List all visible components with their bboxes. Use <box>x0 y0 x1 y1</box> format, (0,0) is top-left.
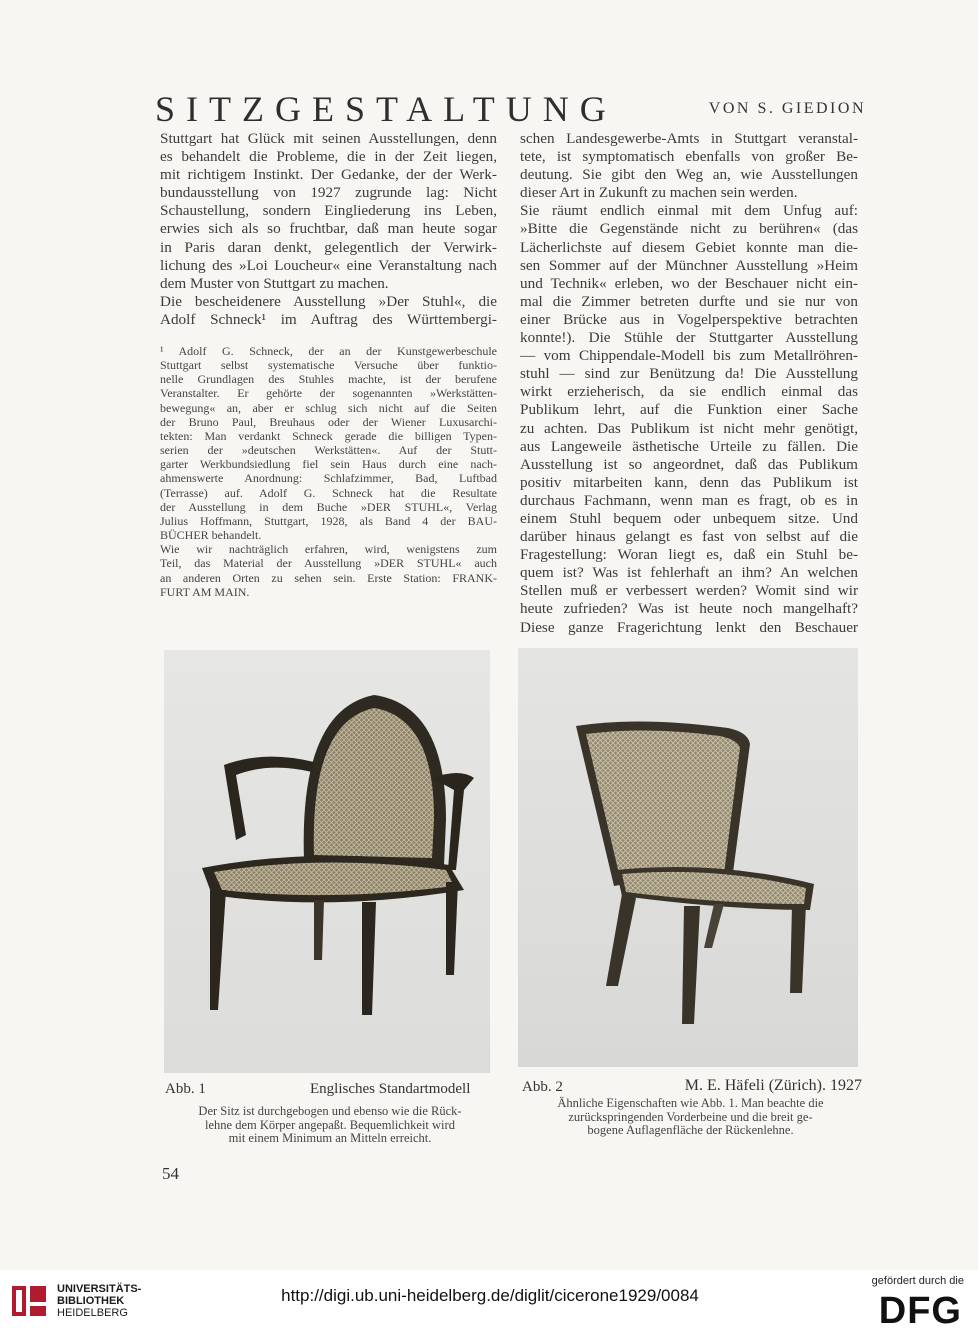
figure1-label: Abb. 1 <box>165 1081 206 1097</box>
text-line: schen Landesgewerbe-Amts in Stuttgart veranstal- <box>520 130 858 147</box>
text-line: es behandelt die Probleme, die in der Zeit liegen, <box>160 148 497 166</box>
text-column-left <box>160 130 497 329</box>
text-line: dem Muster von Stuttgart zu machen. <box>160 274 389 292</box>
text-line: darüber hinaus gelangt es fast von selbst auf die <box>520 528 858 546</box>
text-line: bundausstellung von 1927 zugrunde lag: Nicht <box>160 184 497 202</box>
caption-line: Ähnliche Eigenschaften wie Abb. 1. Man beachte die <box>557 1096 824 1110</box>
text-line: Publikum lehrt, auf die Funktion einer Sache <box>520 401 858 419</box>
text-line: quem ist? Was ist fehlerhaft an ihm? An welchen <box>520 564 858 582</box>
figure2-caption <box>518 1097 863 1138</box>
text-line: einem Stuhl bequem oder unbequem sitze. Und <box>520 509 858 527</box>
footnote <box>160 344 497 599</box>
footnote-line: Stuttgart selbst systematische Versuche über funktio- <box>160 358 497 373</box>
text-line: positiv mitarbeiten kann, denn das Publikum ist <box>520 473 858 491</box>
library-name-line: HEIDELBERG <box>57 1307 128 1319</box>
funded-by-label: gefördert durch die <box>871 1275 964 1287</box>
text-line: zu achten. Das Publikum ist nicht mehr genötigt, <box>520 419 858 437</box>
footnote-line: ¹ Adolf G. Schneck, der an der Kunstgewerbeschule <box>160 344 497 358</box>
side-chair-photo <box>518 648 858 1067</box>
text-line: »Bitte die Gegenstände nicht zu berühren« (das <box>520 220 858 238</box>
text-line: mal die Zimmer betreten durfte und sie nur von <box>520 292 858 310</box>
article-author: VON S. GIEDION <box>708 100 866 117</box>
text-line: lichung des »Loi Loucheur« eine Veranstaltung nach <box>160 256 497 274</box>
text-line: heute zufrieden? Was ist heute noch mangelhaft? <box>520 600 858 618</box>
caption-line: Der Sitz ist durchgebogen und ebenso wie die Rück- <box>198 1104 462 1118</box>
caption-line: bogene Auflagenfläche der Rückenlehne. <box>587 1123 794 1137</box>
footnote-line: bewegung« an, aber er schlug sich nicht auf die Seiten <box>160 400 497 415</box>
text-line: Adolf Schneck¹ im Auftrag des Württembergi- <box>160 310 497 328</box>
text-column-right <box>520 130 858 637</box>
text-line: Schaustellung, sondern Eingliederung ins Leben, <box>160 202 497 220</box>
text-line: Ausstellung ist so angeordnet, daß das Publikum <box>520 455 858 473</box>
footnote-line: Wie wir nachträglich erfahren, wird, wenigstens zum <box>160 542 497 557</box>
footnote-line: BÜCHER behandelt. <box>160 528 262 543</box>
footnote-line: tekten: Man verdankt Schneck gerade die billigen Typen- <box>160 428 497 443</box>
text-line: Fragestellung: Woran liegt es, daß ein Stuhl be- <box>520 546 858 564</box>
article-title: SITZGESTALTUNG <box>155 89 617 129</box>
digitization-footer <box>0 1270 978 1335</box>
figure1-title: Englisches Standartmodell <box>310 1081 471 1097</box>
text-line: und Technik« erleben, wo der Beschauer nicht ein- <box>520 274 858 292</box>
caption-line: lehne dem Körper angepaßt. Bequemlichkeit wird <box>205 1117 455 1132</box>
footnote-line: garter Werkbundsiedlung fiel sein Haus durch eine nach- <box>160 457 497 472</box>
text-line: durchaus Fachmann, wenn man es fragt, ob es in <box>520 491 858 509</box>
text-line: stuhl — sind zur Benützung da! Die Ausstellung <box>520 365 858 383</box>
caption-line: mit einem Minimum an Mitteln erreicht. <box>228 1131 432 1145</box>
footnote-line: an anderen Orten zu sehen sein. Erste Station: FRANK- <box>160 570 497 585</box>
text-line: — vom Chippendale-Modell bis zum Metallröhren- <box>520 347 858 365</box>
text-line: Stellen muß er verbessert werden? Womit sind wir <box>520 582 858 600</box>
university-library-logo-icon <box>8 1280 50 1326</box>
text-line: Stuttgart hat Glück mit seinen Ausstellungen, denn <box>160 130 497 147</box>
footnote-line: Teil, das Material der Ausstellung »DER STUHL« auch <box>160 556 497 571</box>
footnote-line: (Terrasse) auf. Adolf G. Schneck hat die Resultate <box>160 485 497 500</box>
armchair-photo <box>164 650 490 1073</box>
text-line: Sie räumt endlich einmal mit dem Unfug auf: <box>520 202 858 220</box>
footnote-line: nelle Grundlagen des Stuhles machte, ist der berufene <box>160 372 497 387</box>
caption-line: zurückspringenden Vorderbeine und die breit ge- <box>568 1109 813 1124</box>
footnote-line: FURT AM MAIN. <box>160 584 250 599</box>
library-name-line: UNIVERSITÄTS- <box>57 1283 142 1295</box>
page-number: 54 <box>162 1164 179 1183</box>
text-line: dieser Art in Zukunft zu machen sein werden. <box>520 184 798 202</box>
footnote-line: der Bruno Paul, Breuhaus oder der Wiener Luxusarchi- <box>160 414 497 429</box>
figure2-title: M. E. Häfeli (Zürich). 1927 <box>684 1077 862 1094</box>
figure1-caption <box>160 1105 500 1146</box>
footnote-line: ahmenswerte Anordnung: Schlafzimmer, Bad, Luftbad <box>160 471 497 486</box>
library-name-line: BIBLIOTHEK <box>57 1295 125 1307</box>
text-line: konnte!). Die Stühle der Stuttgarter Ausstellung <box>520 329 858 347</box>
text-line: sen Sommer auf der Münchner Ausstellung »Heim <box>520 256 858 274</box>
text-line: deutung. Sie gibt den Weg an, wie Ausstellungen <box>520 166 858 184</box>
text-line: in Paris daran denkt, gelegentlich der Verwirk- <box>160 238 497 256</box>
figure2-label: Abb. 2 <box>522 1079 563 1095</box>
university-library-name <box>57 1283 141 1319</box>
footnote-line: Julius Hoffmann, Stuttgart, 1928, als Band 4 der BAU- <box>160 513 497 528</box>
dfg-logo: DFG <box>878 1290 962 1332</box>
text-line: einer Brücke aus in Vogelperspektive betrachten <box>520 310 858 328</box>
text-line: Diese ganze Fragerichtung lenkt den Beschauer <box>520 618 858 636</box>
text-line: wirkt erzieherisch, da sie endlich einmal das <box>520 383 858 401</box>
text-line: aus Langeweile ästhetische Urteile zu fällen. Die <box>520 437 858 455</box>
footnote-line: serien der »deutschen Werkstätten«. Auf der Stutt- <box>160 443 497 458</box>
text-line: Lächerlichste auf diesem Gebiet konnte man die- <box>520 238 858 256</box>
text-line: mit richtigem Instinkt. Der Gedanke, der der Werk- <box>160 166 497 184</box>
text-line: tete, ist symptomatisch ebenfalls von großer Be- <box>520 148 858 166</box>
text-line: Die bescheidenere Ausstellung »Der Stuhl«, die <box>160 292 497 310</box>
footnote-line: Veranstalter. Er gehörte der sogenannten »Werkstätten- <box>160 386 497 401</box>
footnote-line: der Ausstellung in dem Buche »DER STUHL«, Verlag <box>160 499 497 514</box>
source-url-link[interactable]: http://digi.ub.uni-heidelberg.de/diglit/cicerone1929/0084 <box>281 1286 699 1305</box>
text-line: erwies sich als so fruchtbar, daß man heute sogar <box>160 220 497 238</box>
